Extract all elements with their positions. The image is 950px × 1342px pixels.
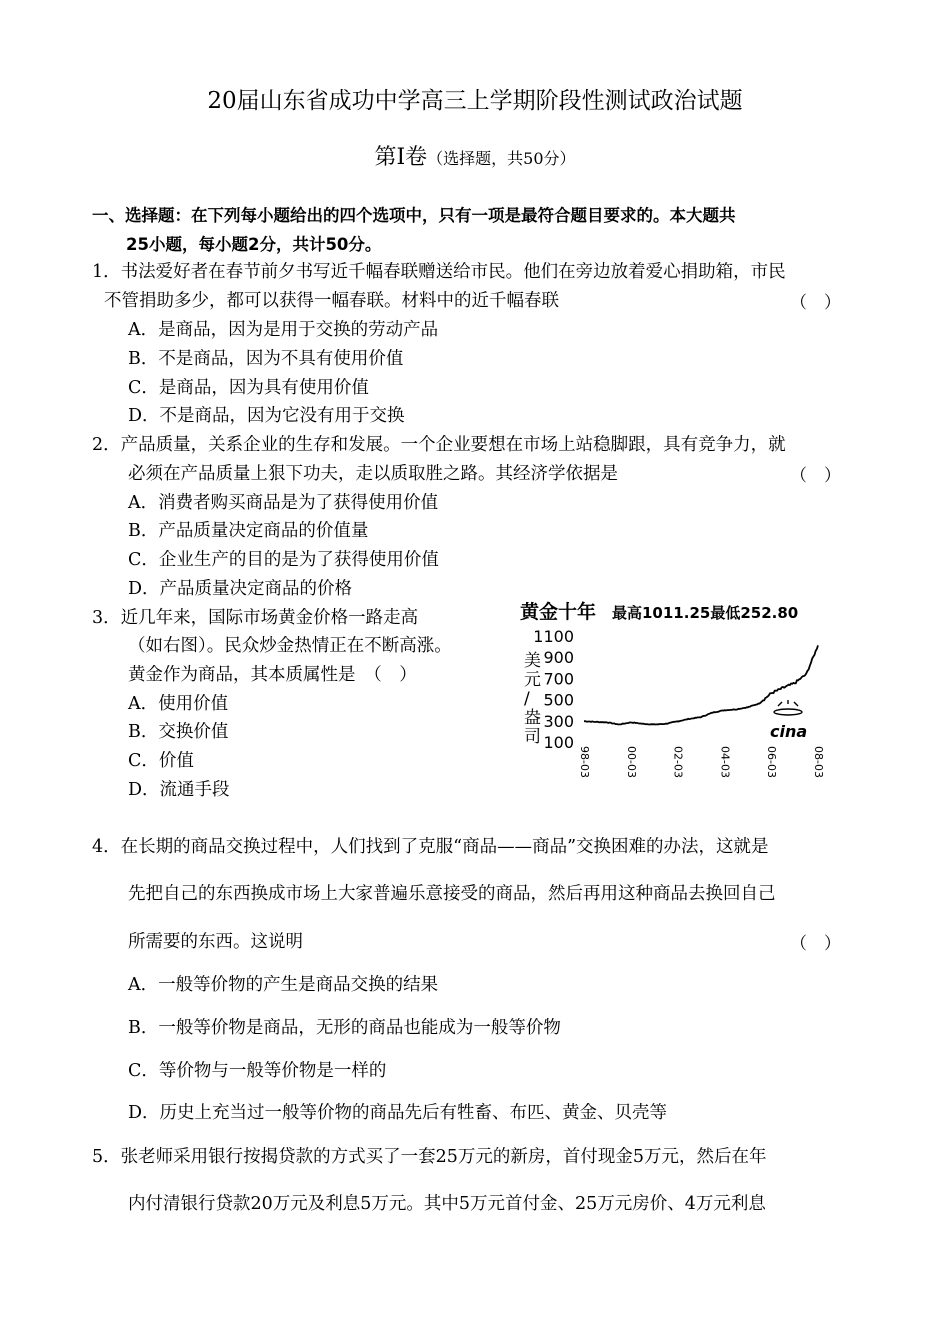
part-title-note: （选择题，共50分） [427,149,576,168]
question-3-option-b: B．交换价值 [128,722,229,742]
cina-logo-icon [770,700,807,741]
y-axis-label-char: 美 [524,651,541,671]
question-2-stem-cont: 必须在产品质量上狠下功夫，走以质取胜之路。其经济学依据是 [128,464,618,484]
answer-bracket: （ ） [790,466,841,486]
question-2-option-d: D．产品质量决定商品的价格 [128,579,353,599]
question-4-option-a: A．一般等价物的产生是商品交换的结果 [128,975,439,995]
x-tick-label: 04-03 [718,746,732,778]
question-1-stem-cont: 不管捐助多少，都可以获得一幅春联。材料中的近千幅春联 [104,291,559,311]
question-1-option-c: C．是商品，因为具有使用价值 [128,378,369,398]
question-2-option-a: A．消费者购买商品是为了获得使用价值 [128,493,439,513]
question-1-stem: 1．书法爱好者在春节前夕书写近千幅春联赠送给市民。他们在旁边放着爱心捐助箱，市民 [92,262,786,282]
y-tick-label: 500 [543,690,574,710]
y-tick-label: 700 [543,669,574,689]
gold-price-series-line [584,645,818,724]
question-4-stem-cont: 先把自己的东西换成市场上大家普遍乐意接受的商品，然后再用这种商品去换回自己 [128,884,776,904]
y-axis-label [524,651,541,747]
section-heading-cont: 25小题，每小题2分，共计50分。 [126,235,382,254]
gold-price-chart [512,596,832,796]
question-3-stem: 3．近几年来，国际市场黄金价格一路走高 [92,608,419,628]
part-title-main: 第Ⅰ卷 [374,145,428,170]
x-tick-label: 98-03 [578,746,591,778]
question-3-stem-cont2: 黄金作为商品，其本质属性是 （ ） [128,665,417,685]
gold-price-chart-svg [512,596,832,796]
question-3-stem-cont: （如右图）。民众炒金热情正在不断高涨。 [128,636,452,656]
y-tick-label: 100 [543,733,574,752]
document-title: 20届山东省成功中学高三上学期阶段性测试政治试题 [207,88,743,114]
y-tick-label: 900 [543,648,574,668]
x-tick-label: 00-03 [624,746,638,778]
question-2-option-c: C．企业生产的目的是为了获得使用价值 [128,550,439,570]
y-axis-label-char: 司 [524,727,541,747]
y-axis-label-char: 元 [524,670,541,690]
chart-title: 黄金十年 [520,601,597,623]
question-1-option-b: B．不是商品，因为不具有使用价值 [128,349,404,369]
y-tick-label: 300 [543,711,574,731]
answer-bracket: （ ） [790,293,841,313]
answer-bracket: （ ） [790,934,841,954]
question-2-option-b: B．产品质量决定商品的价值量 [128,521,369,541]
question-4-option-b: B．一般等价物是商品，无形的商品也能成为一般等价物 [128,1018,561,1038]
y-tick-label: 1100 [533,627,574,646]
question-4-stem: 4．在长期的商品交换过程中，人们找到了克服“商品——商品”交换困难的办法，这就是 [92,837,769,857]
x-axis-ticks [578,746,825,778]
question-3-option-d: D．流通手段 [128,780,230,800]
x-tick-label: 08-03 [812,746,825,778]
chart-watermark: cina [770,722,808,741]
question-3-option-c: C．价值 [128,751,194,771]
question-1-option-d: D．不是商品，因为它没有用于交换 [128,406,405,426]
chart-subtitle: 最高1011.25最低252.80 [612,604,799,622]
section-heading: 一、选择题：在下列每小题给出的四个选项中，只有一项是最符合题目要求的。本大题共 [92,206,736,225]
question-2-stem: 2．产品质量，关系企业的生存和发展。一个企业要想在市场上站稳脚跟，具有竞争力，就 [92,435,786,455]
y-axis-label-char: 盎 [524,708,541,728]
question-1-option-a: A．是商品，因为是用于交换的劳动产品 [128,320,439,340]
part-title [0,140,950,171]
x-tick-label: 02-03 [671,746,685,778]
question-5-stem: 5．张老师采用银行按揭贷款的方式买了一套25万元的新房，首付现金5万元，然后在年 [92,1147,767,1167]
question-5-stem-cont: 内付清银行贷款20万元及利息5万元。其中5万元首付金、25万元房价、4万元利息 [128,1194,766,1214]
question-4-stem-cont2: 所需要的东西。这说明 [128,932,303,952]
question-3-option-a: A．使用价值 [128,694,229,714]
x-tick-label: 06-03 [765,746,779,778]
question-4-option-c: C．等价物与一般等价物是一样的 [128,1061,387,1081]
y-axis-label-char: / [524,689,530,709]
question-4-option-d: D．历史上充当过一般等价物的商品先后有牲畜、布匹、黄金、贝壳等 [128,1103,668,1123]
